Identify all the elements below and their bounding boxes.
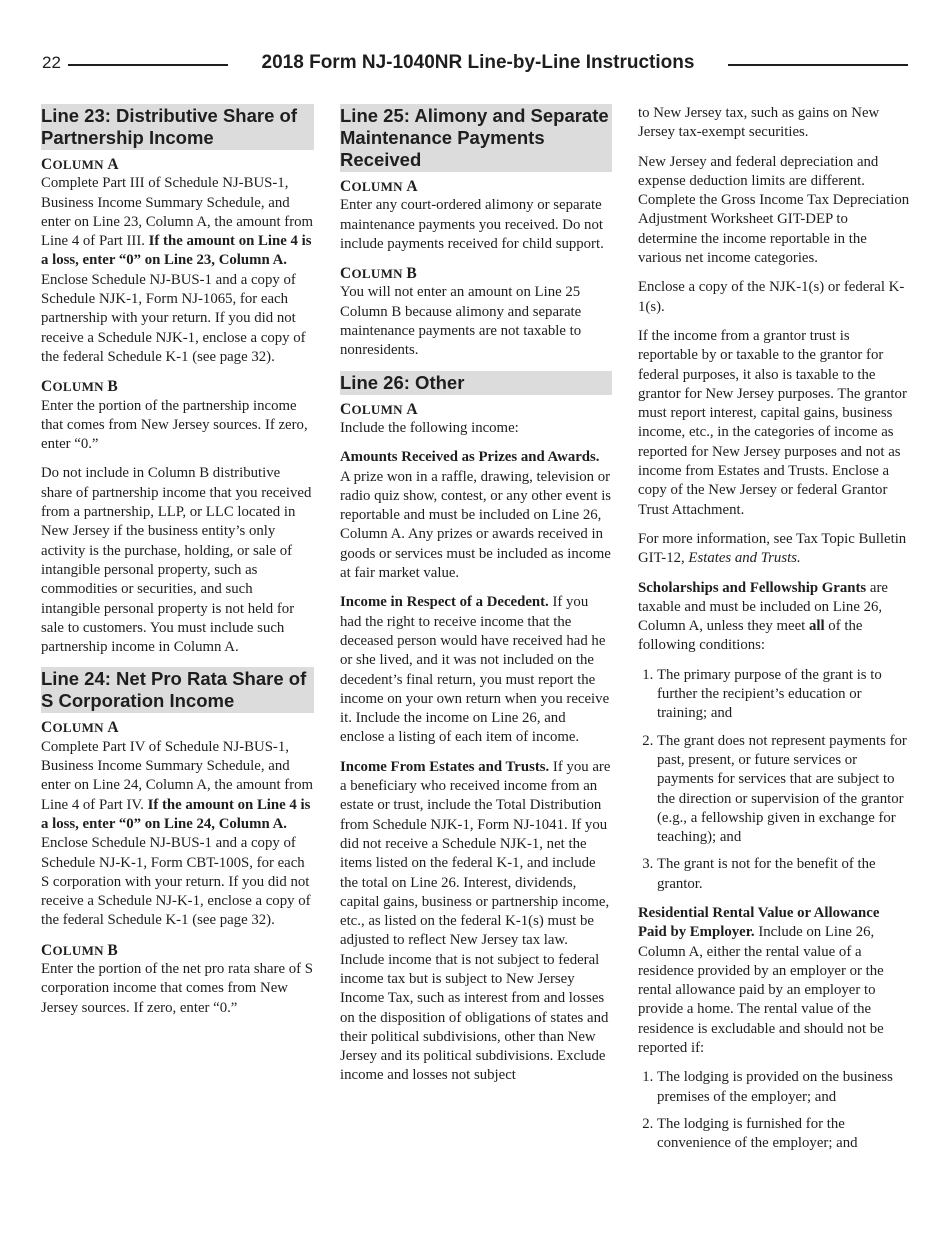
line23-col-a-label: COLUMN A [41, 156, 119, 173]
decedent-text: If you had the right to receive income that the deceased person would have received had he or she lived, and it was not included on the decedent’s final return, you must report the income on your own return when you receive it. Include the income on Line 26, and enclose a listing of each item of income. [340, 594, 610, 746]
line24-col-a-bold: If the amount on Line 4 is a loss, enter “0” on Line 24, Column A. [41, 796, 311, 832]
line24-col-b-text: Enter the portion of the net pro rata share of S corporation income that comes from New Jersey sources. If zero, enter “0.” [41, 960, 314, 1016]
header-rule-left [68, 64, 228, 66]
line23-col-b-label: COLUMN B [41, 378, 119, 396]
line24-heading: Line 24: Net Pro Rata Share of S Corporation Income [41, 667, 314, 713]
line23-col-a-text-2: Enclose Schedule NJ-BUS-1 and a copy of Schedule NJK-1, Form NJ-1065, for each partnership with your return. If you did not receive a Schedule NJK-1, enclose a copy of the federal Schedule K-1 (see page 32). [41, 271, 306, 365]
list-item: 3. The grant is not for the benefit of the grantor. [657, 855, 910, 894]
scholarship-all: all [808, 618, 825, 635]
line25-col-b-text: You will not enter an amount on Line 25 Column B because alimony and separate maintenance payments are not taxable to nonresidents. [340, 284, 582, 359]
line25-col-a-text: Enter any court-ordered alimony or separate maintenance payments you received. Do not include payments received for child support. [340, 197, 604, 252]
line24-col-a-label: COLUMN A [41, 719, 119, 737]
line26-col-a-label: COLUMN A [340, 400, 418, 418]
rental-bold: Residential Rental Value or Allowance Paid by Employer. [638, 904, 880, 941]
line23-col-b-text-2: Do not include in Column B distributive share of partnership income that you received from a partnership, LLP, or LLC located in New Jersey if the business entity’s only activity is the purchase, holding, or sale of intangible personal property, such as commodities or securities, and such intangible personal property is not held for sale to customers. You must include such partnership income in Column A. [41, 465, 312, 656]
line25-col-b-label: COLUMN B [340, 265, 418, 283]
estates-continued: to New Jersey tax, such as gains on New Jersey tax-exempt securities. [638, 105, 880, 141]
scholarship-bold: Scholarships and Fellowship Grants [638, 579, 867, 596]
more-info-paragraph [638, 530, 910, 569]
scholarship-paragraph [638, 579, 910, 656]
list-item: 2. The grant does not represent payments for past, present, or future services or payments for services that are subject to the direction or supervision of the grantor (e.g., a fellowship given in exchange for teaching); and [657, 732, 910, 848]
enclose-paragraph: Enclose a copy of the NJK-1(s) or federal K-1(s). [638, 279, 905, 315]
more-info-text: For more information, see Tax Topic Bulletin GIT-12, [638, 530, 907, 567]
decedent-paragraph [340, 593, 612, 747]
line24-col-a-paragraph [41, 738, 314, 931]
prizes-paragraph [340, 448, 612, 583]
line26-heading: Line 26: Other [340, 371, 612, 395]
estates-bold: Income From Estates and Trusts. [340, 758, 550, 775]
estates-paragraph [340, 758, 612, 1086]
rental-paragraph [638, 904, 910, 1058]
line24-col-a-text-1: Complete Part IV of Schedule NJ-BUS-1, Business Income Summary Schedule, and enter on Line 24, Column A, the amount from Line 4 of Part IV. [41, 738, 314, 813]
scholarship-conditions-list [638, 666, 910, 894]
page-title: 2018 Form NJ-1040NR Line-by-Line Instructions [261, 52, 695, 73]
line23-col-b-text-1: Enter the portion of the partnership income that comes from New Jersey sources. If zero, enter “0.” [41, 397, 308, 453]
line25-heading: Line 25: Alimony and Separate Maintenance Payments Received [340, 104, 612, 172]
more-info-italic: Estates and Trusts. [688, 550, 801, 567]
column-left [41, 104, 314, 1028]
line25-col-a-label: COLUMN A [340, 178, 418, 195]
list-item: 1. The lodging is provided on the business premises of the employer; and [657, 1068, 910, 1107]
line23-heading: Line 23: Distributive Share of Partnership Income [41, 104, 314, 150]
column-middle [340, 104, 612, 1096]
header-rule-right [728, 64, 908, 66]
scholarship-text-2: of the following conditions: [638, 618, 863, 654]
scholarship-text-1: are taxable and must be included on Line 26, Column A, unless they meet [638, 579, 888, 635]
prizes-bold: Amounts Received as Prizes and Awards. [340, 449, 600, 466]
list-item: 1. The primary purpose of the grant is to further the recipient’s education or training; and [657, 666, 910, 724]
rental-conditions-list [638, 1068, 910, 1153]
line23-col-a-text-1: Complete Part III of Schedule NJ-BUS-1, Business Income Summary Schedule, and enter on Line 23, Column A, the amount from Line 4 of Part III. [41, 175, 314, 250]
line23-col-a-bold: If the amount on Line 4 is a loss, enter “0” on Line 23, Column A. [41, 233, 312, 269]
line24-col-b-label: COLUMN B [41, 941, 119, 959]
decedent-bold: Income in Respect of a Decedent. [340, 594, 549, 611]
estates-text: If you are a beneficiary who received income from an estate or trust, include the Total Distribution from Schedule NJK-1, Form NJ-1041. If you did not receive a Schedule NJK-1, net the items listed on the federal K-1, and include the total on Line 26. Interest, dividends, capital gains, business or partnership income, etc., as listed on the federal K-1(s) must be adjusted to reflect New Jersey tax law. Include income that is not subject to federal income tax but is subject to New Jersey Income Tax, such as interest from and losses on the disposition of obligations of states and their political subdivisions, other than New Jersey and its political subdivisions. Exclude income and losses not subject [340, 758, 611, 1084]
grantor-paragraph: If the income from a grantor trust is reportable by or taxable to the grantor for federal purposes, it also is taxable to the grantor for New Jersey purposes. The grantor must report interest, capital gains, business income, etc., in the categories of income as reported for New Jersey purposes and not as income from Estates and Trusts. Enclose a copy of the New Jersey or federal Grantor Trust Attachment. [638, 327, 907, 518]
depreciation-paragraph: New Jersey and federal depreciation and expense deduction limits are different. Complete the Gross Income Tax Depreciation Adjustment Worksheet GIT-DEP to determine the income reportable in the various net income categories. [638, 153, 910, 267]
line23-col-a-paragraph [41, 174, 314, 367]
line24-col-a-text-2: Enclose Schedule NJ-BUS-1 and a copy of Schedule NJ-K-1, Form CBT-100S, for each S corporation with your return. If you did not receive a Schedule NJ-K-1, enclose a copy of the federal Schedule K-1 (see page 32). [41, 835, 311, 929]
page-number: 22 [42, 53, 61, 72]
rental-text: Include on Line 26, Column A, either the rental value of a residence provided by an employer or the rental allowance paid by an employer to provide a home. The rental value of the residence is excludable and should not be reported if: [638, 924, 884, 1057]
list-item: 2. The lodging is furnished for the convenience of the employer; and [657, 1115, 910, 1154]
column-right [638, 104, 910, 1164]
line26-intro: Include the following income: [340, 419, 519, 436]
prizes-text: A prize won in a raffle, drawing, television or radio quiz show, contest, or any other event is reportable and must be included on Line 26, Column A. Any prizes or awards received in goods or services must be included as income at fair market value. [340, 468, 612, 582]
